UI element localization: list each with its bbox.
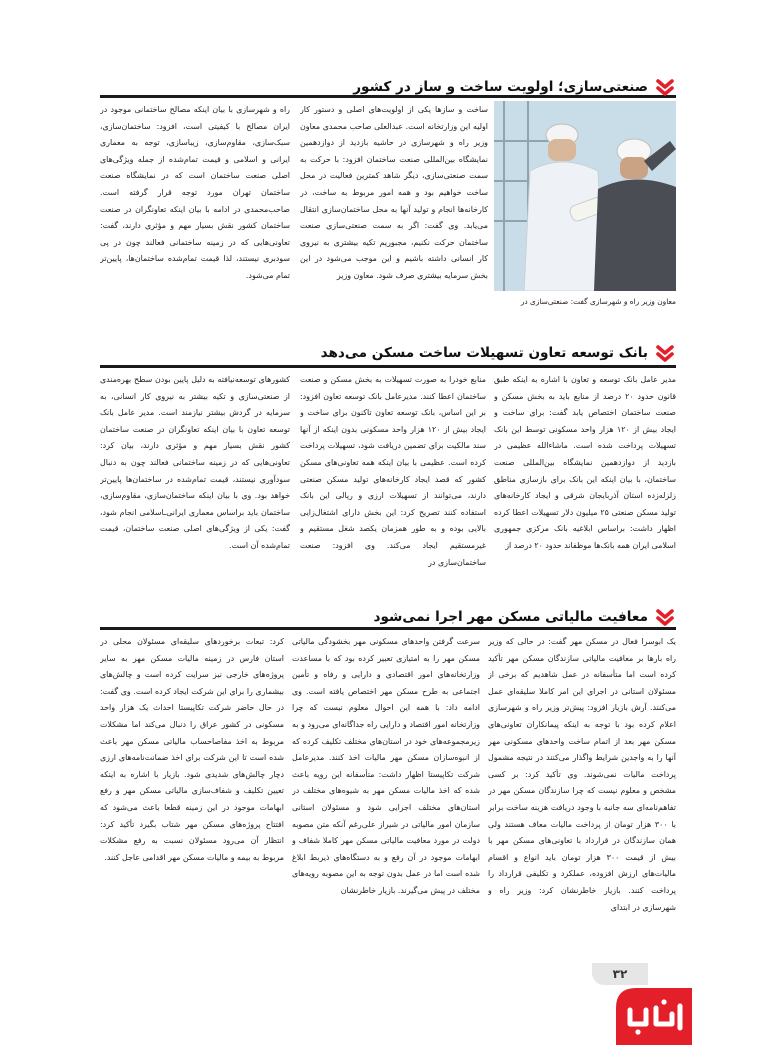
section2-column-1: مدیر عامل بانک توسعه و تعاون با اشاره به اینکه طبق قانون حدود ۲۰ درصد از منابع باید به بخش مسکن و صنعت ساختمان اختصاص یابد گفت: برای ساخت و ایجاد بیش از ۱۲۰ هزار واحد مسکونی توسط این بانک تسهیلات پرداخت شده است. ماشاءالله عظیمی در بازدید از دوازدهمین نمایشگاه بین‌المللی صنعت ساختمان، با بیان اینکه این بانک برای بازسازی مناطق زلزله‌زده استان آذربایجان شرقی و ایجاد کارخانه‌های تولید مسکن صنعتی ۲۵ میلیون دلار تسهیلات اعطا کرده اظهار داشت: براساس ابلاغیه بانک مرکزی جمهوری اسلامی ایران همه بانک‌ها موظفاند حدود ۲۰ درصد از (494, 375, 676, 550)
chevron-down-icon (654, 342, 676, 364)
brand-logo-mark (616, 988, 692, 1045)
section2-column-2: منابع خودرا به صورت تسهیلات به بخش مسکن و صنعت ساختمان اعطا کنند. مدیرعامل بانک توسعه تعاون افزود: بر این اساس، بانک توسعه تعاون تاکنون برای ساخت و ایجاد بیش از ۱۲۰ هزار واحد مسکونی بدون اینکه از آنها سند مالکیت برای تضمین دریافت شود، تسهیلات پرداخت کرده است. عظیمی با بیان اینکه همه تعاونی‌های مسکن کشور که قصد ایجاد کارخانه‌های تولید مسکن صنعتی دارند، می‌توانند از تسهیلات ارزی و ریالی این بانک استفاده کنند تصریح کرد: این بخش دارای اشتغال‌زایی بالایی بوده و به طور همزمان یکصد شغل مستقیم و غیرمستقیم ایجاد می‌کند. وی افزود: صنعت ساختمان‌سازی در (300, 375, 486, 567)
section1-column-1: ساخت و سازها یکی از اولویت‌های اصلی و دستور کار اولیه این وزارتخانه است. عبدالعلی صاحب محمدی معاون وزیر راه و شهرسازی در حاشیه بازدید از دوازدهمین نمایشگاه بین‌المللی صنعت ساختمان افزود: با حرکت به سمت صنعتی‌سازی، دیگر شاهد کمترین فعالیت در محل ساخت خواهیم بود و همه امور مربوط به ساخت، در کارخانه‌ها انجام و تولید آنها به محل ساختمان‌سازی انتقال می‌یابد. وی گفت: اگر به سمت صنعتی‌سازی صنعت ساختمان حرکت نکنیم، مجبوریم تکیه بیشتری به نیروی کار انسانی داشته باشیم و این موجب می‌شود در این بخش سرمایه بیشتری صرف شود. معاون وزیر (300, 105, 488, 280)
section2-title: بانک توسعه تعاون تسهیلات ساخت مسکن می‌دهد (320, 345, 648, 361)
chevron-down-icon (654, 606, 676, 628)
section3-column-2: سرعت گرفتن واحدهای مسکونی مهر بخشودگی مالیاتی مسکن مهر را به امتیازی تعبیر کرده بود که با مساعدت وزارتخانه‌های امور اقتصادی و دارایی و رفاه و تأمین اجتماعی به طرح مسکن مهر اختصاص یافته است. وی ادامه داد: با همه این احوال معلوم نیست که چرا وزارتخانه امور اقتصاد و دارایی راه جداگانه‌ای می‌رود و به زیرمجموعه‌های خود در استان‌های مختلف تکلیف کرده که از انبوه‌سازان مسکن مهر مالیات اخذ کنند. مدیرعامل شرکت تکاپیستا اظهار داشت: متأسفانه این رویه باعث شده که اخذ مالیات مسکن مهر به شیوه‌های مختلف در استان‌های مختلف اجرایی شود و مسئولان استانی سازمان امور مالیاتی در شیراز علی‌رغم آنکه متن مصوبه دولت در مورد معافیت مالیاتی مسکن مهر کاملا شفاف و ابهامات موجود در آن رفع و به دستگاه‌های ذیربط ابلاغ شده است اما در عمل بدون توجه به این مصوبه رویه‌های مختلف در پیش می‌گیرند. بازیار خاطرنشان (292, 637, 480, 895)
section1-title-block (353, 74, 676, 100)
page-number-box (592, 963, 648, 985)
page-number: ۳۲ (612, 967, 628, 981)
section3-title-block (373, 604, 676, 630)
brand-logo (616, 988, 692, 1045)
section3-column-1: یک ابوسرا فعال در مسکن مهر گفت: در حالی که وزیر راه بارها بر معافیت مالیاتی سازندگان مسکن مهر تأکید کرده است اما متأسفانه در عمل شاهدیم که برخی از مسئولان استانی در اجرای این امر کاملا سلیقه‌ای عمل می‌کنند. آرش بازیار افزود: پیش‌تر وزیر راه و شهرسازی اعلام کرده بود با توجه به اینکه پیمانکاران تعاونی‌های مسکن مهر بعد از اتمام ساخت واحدهای مسکونی مهر آنها را به واجدین شرایط واگذار می‌کنند در نتیجه مشمول پرداخت مالیات نمی‌شوند. وی تأکید کرد: بر کسی مشخص و معلوم نیست که چرا سازندگان مسکن مهر در تفاهم‌نامه‌ای سه جانبه با وجود دریافت هزینه ساخت برابر با ۳۰۰ هزار تومان از پرداخت مالیات معاف هستند ولی همان سازندگان در قرارداد با تعاونی‌های مسکن مهر با بیش از قیمت ۳۰۰ هزار تومان باید انواع و اقسام مالیات‌های ارزش افزوده، عملکرد و تکلیفی قرارداد را پرداخت کنند. بازیار خاطرنشان کرد: وزیر راه و شهرسازی در ابتدای (488, 637, 676, 912)
chevron-down-icon (654, 76, 676, 98)
engineers-photo-illustration (494, 101, 676, 291)
section1-title: صنعتی‌سازی؛ اولویت ساخت و ساز در کشور (353, 79, 648, 95)
section3-column-3: کرد: تبعات برخوردهای سلیقه‌ای مسئولان محلی در استان فارس در زمینه مالیات مسکن مهر به سایر پروژه‌های خارجی نیز سرایت کرده است و چالش‌های بیشماری را برای این شرکت ایجاد کرده است. وی گفت: در حال حاضر شرکت تکاپیستا احداث یک هزار واحد مسکونی در کشور عراق را دنبال می‌کند اما مشکلات مربوط به اخذ مفاصاحساب مالیاتی مسکن مهر باعث شده است تا این شرکت برای اخذ ضمانت‌نامه‌های ارزی دچار چالش‌های شدیدی شود. بازیار با اشاره به اینکه تعیین تکلیف و شفاف‌سازی مالیاتی مسکن مهر و رفع ابهامات موجود در این زمینه قطعا باعث می‌شود که افتتاح پروژه‌های مسکن مهر شتاب بگیرد تأکید کرد: انتظار آن می‌رود مسئولان نسبت به رفع مشکلات مربوط به بیمه و مالیات مسکن مهر اقدامی عاجل کنند. (100, 637, 284, 862)
photo-caption: معاون وزیر راه و شهرسازی گفت: صنعتی‌سازی در (520, 297, 676, 306)
section2-column-3: کشورهای توسعه‌نیافته به دلیل پایین بودن سطح بهره‌مندی از صنعتی‌سازی و تکیه بیشتر به نیروی کار انسانی، به سرمایه در گردش بیشتر نیازمند است. مدیر عامل بانک توسعه تعاون با بیان اینکه تعاونگران در صنعت ساختمان کشور نقش بسیار مهم و مؤثری دارند، بیان کرد: تعاونی‌هایی که در زمینه ساختمانی فعالند چون به دنبال سودآوری نیستند، قیمت تمام‌شده در ساختمان‌ها پایین‌تر خواهد بود. وی با بیان اینکه ساختمان‌سازی، مقاوم‌سازی، ساختمان باید براساس معماری ایرانی‌ـاسلامی انجام شود، گفت: یکی از ویژگی‌های اصلی صنعت ساختمان، قیمت تمام‌شده آن است. (100, 375, 290, 550)
section1-column-2: راه و شهرسازی با بیان اینکه مصالح ساختمانی موجود در ایران مصالح با کیفیتی است، افزود: ساختمان‌سازی، سبک‌سازی، مقاوم‌سازی، زیباسازی، توجه به معماری ایرانی و اسلامی و قیمت تمام‌شده از جمله ویژگی‌های اصلی صنعت ساختمان است که در نمایشگاه صنعت ساختمان تهران مورد توجه قرار گرفته است. صاحب‌محمدی در ادامه با بیان اینکه تعاونگران در صنعت ساختمان کشور نقش بسیار مهم و مؤثری دارند، گفت: تعاونی‌هایی که در زمینه ساختمانی فعالند چون در پی سودبری نیستند، لذا قیمت تمام‌شده ساختمان‌ها، پایین‌تر تمام می‌شود. (100, 105, 290, 280)
engineers-photo (494, 101, 676, 291)
section2-title-block (320, 340, 676, 366)
section3-title: معافیت مالیاتی مسکن مهر اجرا نمی‌شود (373, 609, 648, 625)
